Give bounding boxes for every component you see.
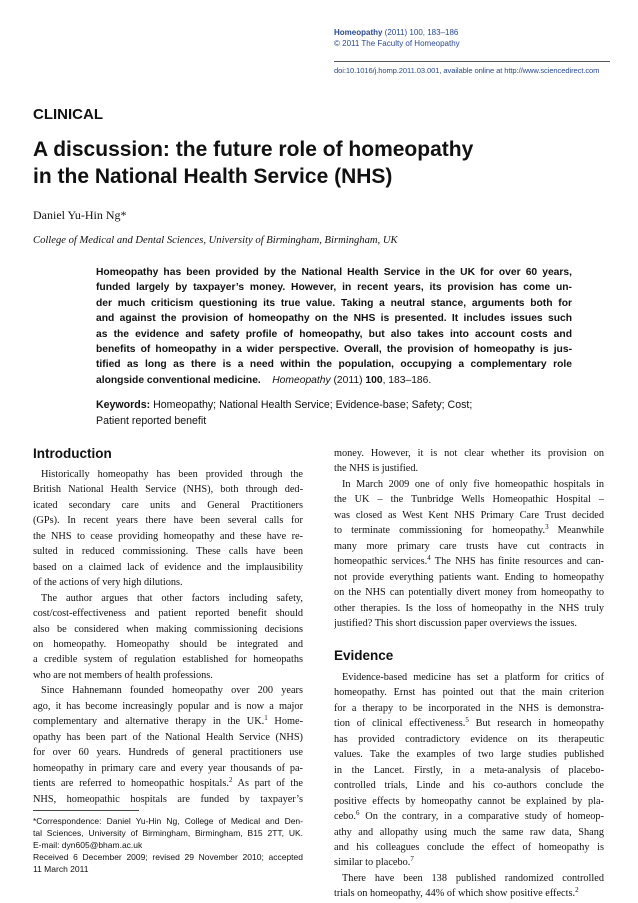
reference-marker[interactable]: 4	[427, 554, 431, 563]
author-name: Daniel Yu-Hin Ng*	[33, 208, 127, 222]
reference-marker[interactable]: 2	[575, 886, 579, 895]
body-line	[334, 886, 604, 901]
body-line	[334, 523, 604, 538]
body-line: money. However, it is not clear whether its provision on	[334, 448, 604, 459]
body-line: homeopathy. Ernst has pointed out that the main criterion	[334, 687, 604, 699]
body-text: But research in homeopathy	[468, 718, 604, 730]
body-line: the NHS is justified.	[334, 463, 419, 475]
body-line: positive effects by homeopathy cannot be explained by pla-	[334, 795, 604, 807]
title-line: A discussion: the future role of homeopathy	[33, 138, 474, 161]
body-line	[334, 554, 604, 569]
body-line: Since Hahnemann founded homeopathy over 200 years	[41, 685, 303, 697]
reference-marker[interactable]: 2	[228, 776, 233, 785]
abstract	[96, 265, 572, 388]
body-text: As part of the	[232, 778, 303, 790]
keywords	[96, 398, 576, 429]
body-line: the UK – the Tunbridge Wells Homeopathic Hospital –	[334, 494, 604, 506]
abstract-line: tified as long as there is a need within the population, occupying a complementary role	[96, 359, 572, 371]
introduction-heading: Introduction	[33, 446, 112, 461]
keywords-label: Keywords:	[96, 399, 151, 411]
body-line: based on a claimed lack of evidence and the implausibility	[33, 561, 303, 573]
body-line: justified? This short discussion paper overviews the issues.	[334, 617, 577, 629]
body-line: for a therapy to be incorporated in the NHS is demonstra-	[334, 702, 604, 714]
right-column-continuation	[334, 446, 604, 631]
body-line: not provide everything patients want. Ending to homeopathy	[334, 571, 604, 583]
body-text: Meanwhile	[548, 525, 604, 537]
body-line: values. Take the examples of two large studies published	[334, 749, 604, 761]
abstract-line: benefits of homeopathy in a wider perspective. Overall, the provision of homeopathy is jus-	[96, 344, 572, 356]
abstract-line: funded largely by taxpayer’s money. However, in recent years, its provision has come un-	[96, 282, 572, 294]
reference-marker[interactable]: 6	[356, 809, 360, 818]
keywords-line	[96, 398, 576, 414]
footnote-line: 11 March 2011	[33, 864, 89, 874]
body-line	[334, 809, 604, 824]
body-line: and his colleagues conclude the effect of homeopathy is	[334, 841, 604, 853]
body-line	[33, 714, 303, 729]
body-line	[334, 855, 604, 870]
body-line: on homeopathy. Homeopathy should be integrated and	[33, 638, 303, 650]
body-line: a credible system of regulation established for homeopaths	[33, 654, 303, 666]
correspondence-footnote	[33, 815, 303, 875]
copyright-line: © 2011 The Faculty of Homeopathy	[334, 39, 460, 48]
abstract-line: der much criticism questioning its true value. Taking a neutral stance, arguments both for	[96, 297, 572, 309]
body-line: other therapies. Is the loss of homeopathy in the NHS truly	[334, 602, 604, 614]
body-text: similar to placebo.	[334, 857, 411, 869]
body-text: complementary and alternative therapy in the UK.	[33, 716, 265, 728]
reference-marker[interactable]: 3	[545, 523, 549, 532]
body-line: for over 60 years. Hundreds of general practitioners use	[33, 747, 303, 759]
body-line: homeopathy in primary care and every year thousands of pa-	[33, 762, 303, 774]
footnote-email[interactable]: E-mail: dyn605@bham.ac.uk	[33, 840, 143, 850]
body-line: There have been 138 published randomized controlled	[342, 872, 604, 884]
body-line: opathy has been part of the National Health Service (NHS)	[33, 731, 303, 743]
body-line: in the Lancet. Firstly, in a meta-analysis of placebo-	[334, 764, 604, 776]
journal-header	[334, 27, 624, 49]
author-affiliation: College of Medical and Dental Sciences, University of Birmingham, Birmingham, UK	[33, 235, 398, 246]
footnote-divider	[33, 810, 139, 811]
body-text: cebo.	[334, 811, 357, 823]
body-text: to terminate commissioning for homeopathy.	[334, 525, 546, 537]
body-text: The NHS has finite resources and can-	[430, 556, 604, 568]
reference-marker[interactable]: 7	[410, 855, 414, 864]
section-label: CLINICAL	[33, 106, 103, 123]
evidence-body	[334, 670, 604, 902]
citation-year: (2011)	[330, 374, 366, 386]
body-line	[334, 716, 604, 731]
journal-citation	[334, 27, 624, 38]
body-text: On the contrary, in a comparative study of homeop-	[359, 811, 604, 823]
footnote-line: *Correspondence: Daniel Yu-Hin Ng, College of Medical and Den-	[33, 816, 303, 826]
keywords-list: Homeopathy; National Health Service; Evidence-base; Safety; Cost;	[150, 399, 473, 411]
evidence-heading: Evidence	[334, 648, 394, 663]
body-line: NHS, homeopathic hospitals are funded by taxpayer’s	[33, 793, 303, 805]
body-line: the NHS to cease providing homeopathy and these have re-	[33, 530, 303, 542]
body-line: who are not members of health professions.	[33, 669, 213, 681]
body-line: many more primary care trusts have cut contracts in	[334, 540, 604, 552]
body-line: (GPs). In recent years there have been several calls for	[33, 515, 303, 527]
abstract-line: alongside conventional medicine.	[96, 374, 261, 386]
abstract-line: Homeopathy has been provided by the National Health Service in the UK for over 60 years,	[96, 267, 572, 278]
title-line: in the National Health Service (NHS)	[33, 165, 393, 188]
body-line: was closed as West Kent NHS Primary Care Trust decided	[334, 509, 604, 521]
body-line: Evidence-based medicine has set a platform for critics of	[342, 672, 604, 683]
abstract-line: as the evidence and safety profile of homeopathy, but also takes into account costs and	[96, 328, 572, 340]
body-line: British National Health Service (NHS), both through ded-	[33, 484, 303, 496]
citation-pages: , 183–186.	[382, 374, 432, 386]
journal-volume-pages: (2011) 100, 183–186	[382, 28, 459, 37]
abstract-last-line	[96, 373, 572, 388]
body-line: The author argues that other factors including safety,	[41, 592, 303, 604]
body-text: trials on homeopathy, 44% of which show positive effects.	[334, 888, 576, 900]
abstract-citation	[272, 375, 431, 386]
citation-volume: 100	[365, 374, 383, 386]
body-text: tients are referred to homeopathic hospitals.	[33, 778, 229, 790]
journal-name: Homeopathy	[334, 28, 383, 37]
doi-line[interactable]: doi:10.1016/j.homp.2011.03.001, available online at http://www.sciencedirect.com	[334, 66, 600, 75]
body-text: Home-	[267, 716, 303, 728]
body-line: also be considered when making commissioning decisions	[33, 623, 303, 635]
body-text: homeopathic services.	[334, 556, 428, 568]
body-line: of the actions of very high dilutions.	[33, 577, 183, 589]
reference-marker[interactable]: 1	[264, 714, 268, 723]
footnote-line: tal Sciences, University of Birmingham, Birmingham, B15 2TT, UK.	[33, 828, 303, 838]
introduction-body	[33, 467, 303, 807]
body-line	[33, 776, 303, 791]
body-text: tion of clinical effectiveness.	[334, 718, 466, 730]
body-line: has provided contradictory evidence on its therapeutic	[334, 733, 604, 745]
article-title	[33, 136, 603, 190]
body-line: cost/cost-effectiveness and patient reported benefit should	[33, 608, 303, 620]
footnote-line: Received 6 December 2009; revised 29 November 2010; accepted	[33, 852, 303, 862]
header-divider	[334, 61, 610, 62]
citation-journal: Homeopathy	[272, 374, 331, 386]
keywords-list-cont: Patient reported benefit	[96, 414, 207, 427]
abstract-line: and against the provision of homeopathy on the NHS is presented. It includes issues such	[96, 313, 572, 325]
body-line: Historically homeopathy has been provided through the	[41, 469, 303, 480]
body-line: In March 2009 one of only five homeopathic hospitals in	[342, 478, 604, 490]
body-line: icated secondary care units and General Practitioners	[33, 499, 303, 511]
body-line: athy and allopathy using much the same raw data, Shang	[334, 826, 604, 838]
body-line: sulted in reduced commissioning. These calls have been	[33, 546, 303, 558]
body-line: controlled trials, Linde and his co-authors conclude the	[334, 780, 604, 792]
body-line: on the NHS can potentially divert money from homeopathy to	[334, 587, 604, 599]
body-line: ago, it has become increasingly popular and is now a major	[33, 700, 303, 712]
reference-marker[interactable]: 5	[465, 716, 469, 725]
